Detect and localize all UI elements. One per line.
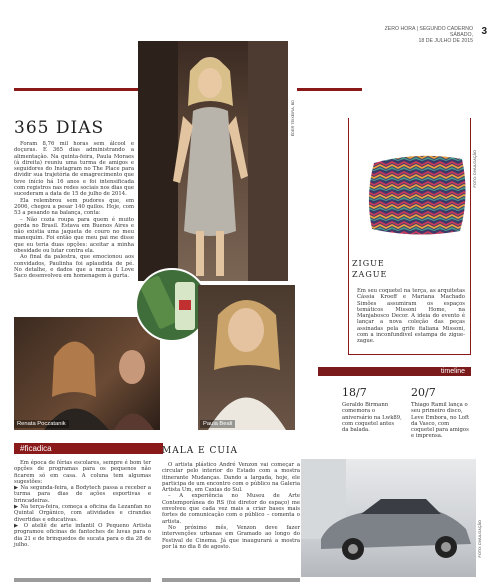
zigue-photo-credit: FOTO: DIVULGAÇÃO <box>473 150 477 188</box>
ficadica-paragraph: Em época de férias escolares, sempre é bom ter opções de programas para os pequenos não ficarem só em casa. A coluna tem algumas sugestões: <box>14 460 151 485</box>
article-body <box>14 141 134 280</box>
mala-paragraph: O artista plástico André Venzon vai começar a circular pelo interior do Estado com a mostra itinerante Mudanças. Dando a largada, hoje, ele participa de um encontro com o público na Galeria Artista Um, em Caxias do Sul. <box>162 462 300 494</box>
i-love-saco-bottles-illustration <box>137 270 207 340</box>
mala-paragraph: No próximo mês, Venzon deve fazer intervenções urbanas em Gramado ao longo do Festival de Cinema. Já que inaugurará a mostra por lá no dia 8 de agosto. <box>162 524 300 550</box>
smiling-blonde-woman-illustration <box>198 285 295 430</box>
main-photo-credit: ÉDER TEIXEIRA, BD <box>291 100 295 137</box>
ficadica-body <box>14 460 151 548</box>
header-date: 18 DE JULHO DE 2015 <box>418 38 473 45</box>
page-header <box>385 26 473 45</box>
smiling-women-illustration <box>14 317 160 430</box>
article-paragraph: Ela relembrou sem pudores que, em 2006, chegou a pesar 140 quilos. Hoje, com 53 a pesando na balança, conta: <box>14 197 134 217</box>
timeline-item <box>342 386 402 433</box>
timeline-date: 20/7 <box>411 386 436 399</box>
bottom-bar-right <box>162 578 300 582</box>
car-photo <box>301 459 476 577</box>
zigue-title-line2: ZAGUE <box>352 270 388 279</box>
zigue-text: Em seu coquetel na terça, as arquitetas Cássia Kroeff e Mariana Machado Simões assumiram os espaços temáticos Missoni Home, na Manjabosco Decor. A ideia do evento é lançar a nova coleção das peças assinadas pela grife italiana Missoni, com a inconfundível estampa de zigue-zague. <box>357 288 465 345</box>
main-photo <box>138 41 288 281</box>
header-section: ZERO HORA | SEGUNDO CADERNO <box>384 26 473 32</box>
ficadica-bar: #ficadica <box>14 443 163 454</box>
mala-paragraph: – A experiência no Museu de Arte Contemporânea do RS (foi diretor do espaço) me envolveu que cada vez mais a criar bases mais fortes de comunicação com o público – comenta o artista. <box>162 493 300 525</box>
woman-in-dress-illustration <box>138 41 288 281</box>
ficadica-paragraph: ▶ Na terça-feira, começa a oficina da Lezanfan no Quintal Orgânico, com atividades e cirandas divertidas e educativas. <box>14 504 151 523</box>
header-day: SÁBADO, <box>449 32 473 39</box>
page-number: 3 <box>481 26 487 37</box>
mala-body <box>162 462 300 550</box>
article-paragraph: Ao final da palestra, que emocionou aos convidados, Paulinha foi aplaudida de pé. No detalhe, e dados que a marca I Love Saco desenvolveu em homenagem à gurta. <box>14 254 134 280</box>
timeline-date: 18/7 <box>342 386 367 399</box>
zigue-title-line1: ZIGUE <box>352 259 385 268</box>
timeline-text: Geraldo Birmann comemora o aniversário na Lwk89, com coquetel antes da balada. <box>342 402 402 434</box>
ficadica-paragraph: ▶ Na segunda-feira, a Bodytech passa a receber a turma para dias de ações esportivas e brincadeiras. <box>14 485 151 504</box>
bottom-bar-left <box>14 578 151 582</box>
top-divider <box>14 88 138 91</box>
timeline-item <box>411 386 473 440</box>
photo-renata <box>14 317 160 430</box>
article-paragraph: Foram 8,76 mil horas sem álcool e doçuras. E 365 dias administrando a alimentação. Na quinta-feira, Paula Moraes (à direita) reuniu uma turma de amigos e seguidores do Instagram no The Place para dividir sua trajetória de emagrecimento que teve início há 16 anos e foi intensificada com registros nas redes sociais nos dias que sucederam a data de 15 de julho de 2014. <box>14 141 134 198</box>
photo-paula <box>198 285 295 430</box>
caption-paula: Paula Beali <box>200 420 235 428</box>
ficadica-paragraph: ▶ O ateliê de arte infantil O Pequeno Artista programou oficinas de fantoches de luvas para o dia 21 e de brinquedos de sucata para o dia 28 de julho. <box>14 522 151 548</box>
article-title: 365 DIAS <box>14 118 105 138</box>
timeline-bar: timeline <box>318 367 471 376</box>
mala-title: MALA E CUIA <box>162 446 239 456</box>
article-paragraph: – Não cozia roupa para quem é muito gorda no Brasil. Estava em Buenos Aires e não existia uma jaqueta de couro no meu manequim. Foi então que meu pai me disse que eu teria duas opções: aceitar a minha obesidade ou lutar contra ela. <box>14 216 134 255</box>
timeline-text: Thiago Ramil lança o seu primeiro disco, Leve Embora, no Loft da Vasco, com coquetel para amigos e imprensa. <box>411 402 470 440</box>
top-divider-right <box>297 88 362 91</box>
caption-renata: Renata Poczatanik <box>14 420 69 428</box>
car-photo-credit: FOTO: DIVULGAÇÃO <box>478 520 482 558</box>
silver-sedan-illustration <box>301 459 476 577</box>
